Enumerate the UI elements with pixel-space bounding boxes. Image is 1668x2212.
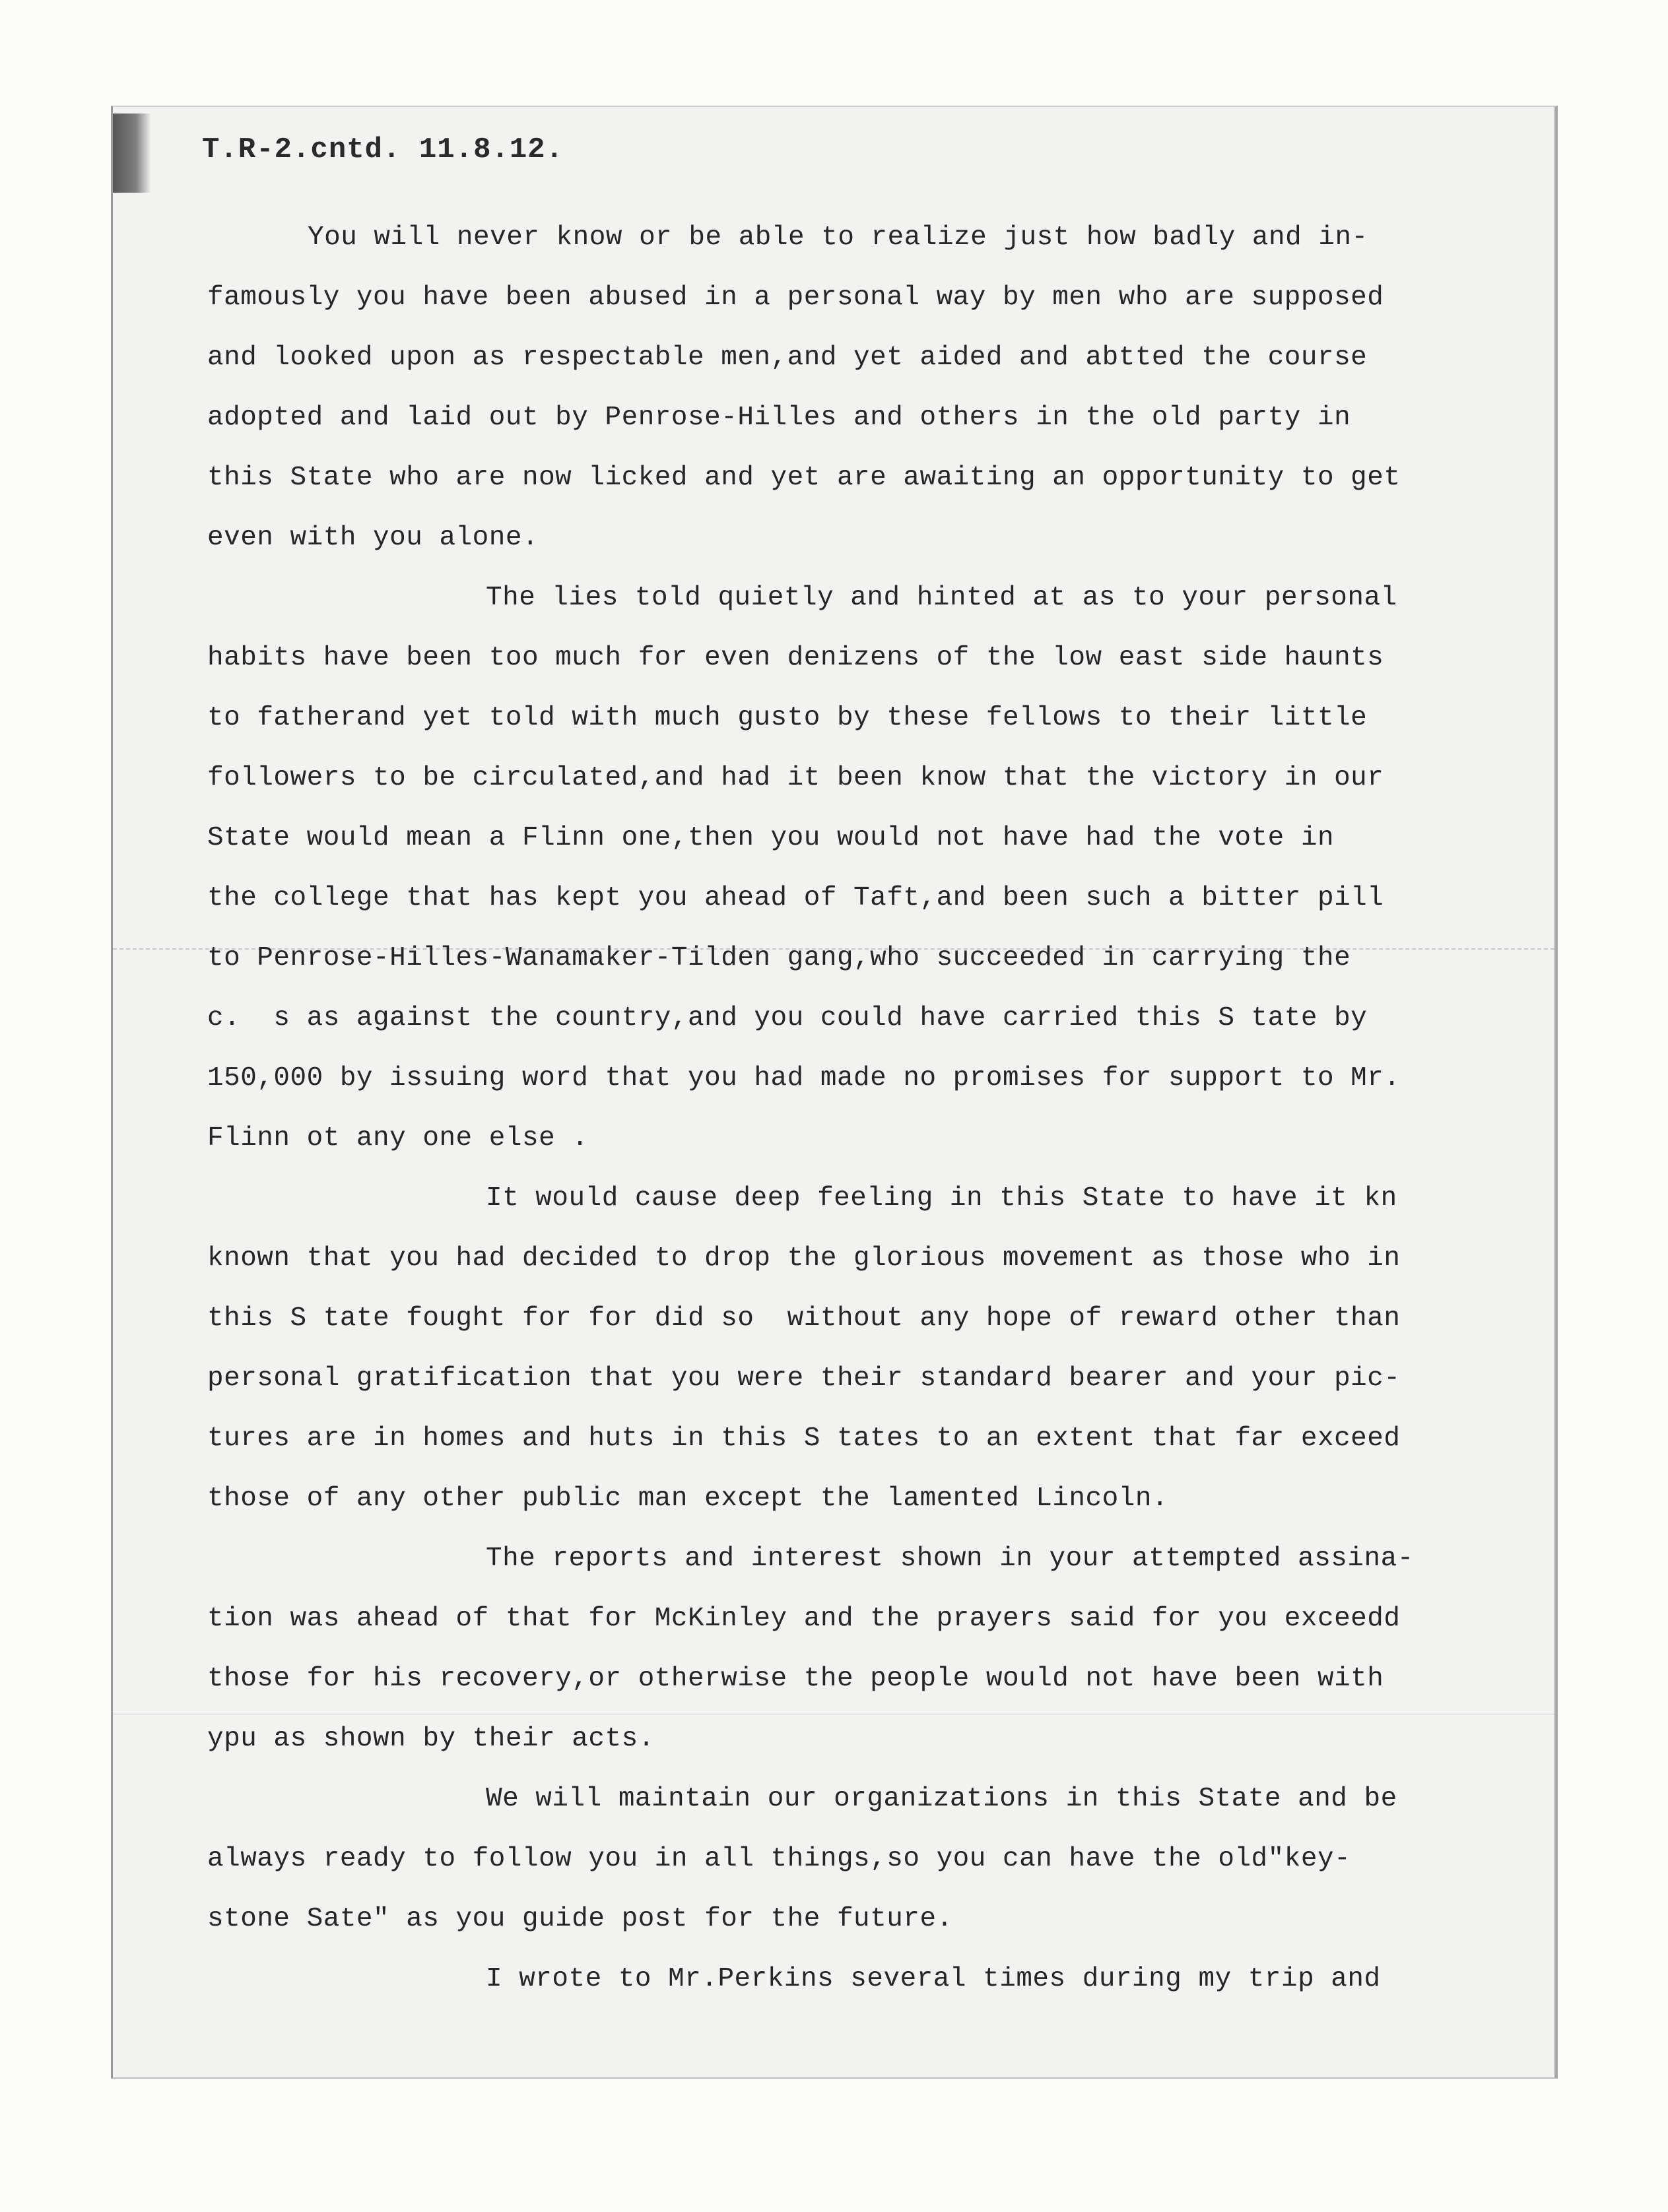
letter-line: those for his recovery,or otherwise the people would not have been with <box>207 1664 1384 1694</box>
letter-line: habits have been too much for even denizens of the low east side haunts <box>207 643 1384 673</box>
letter-line: I wrote to Mr.Perkins several times during my trip and <box>486 1964 1381 1994</box>
letter-line: c. s as against the country,and you could have carried this S tate by <box>207 1003 1368 1033</box>
letter-page <box>111 106 1558 2079</box>
letter-line: this State who are now licked and yet are awaiting an opportunity to get <box>207 463 1401 493</box>
letter-line: this S tate fought for for did so without any hope of reward other than <box>207 1303 1401 1334</box>
letter-line: always ready to follow you in all things,so you can have the old"key- <box>207 1844 1351 1874</box>
letter-line: tion was ahead of that for McKinley and the prayers said for you exceedd <box>207 1604 1401 1634</box>
letter-line: adopted and laid out by Penrose-Hilles and others in the old party in <box>207 403 1351 433</box>
letter-line: The lies told quietly and hinted at as to your personal <box>486 583 1397 613</box>
letter-line: even with you alone. <box>207 523 539 553</box>
letter-line: to Penrose-Hilles-Wanamaker-Tilden gang,who succeeded in carrying the <box>207 943 1351 973</box>
letter-line: personal gratification that you were their standard bearer and your pic- <box>207 1363 1401 1394</box>
letter-line: We will maintain our organizations in this State and be <box>486 1784 1397 1814</box>
letter-line: Flinn ot any one else . <box>207 1123 589 1154</box>
letter-line: You will never know or be able to realize just how badly and in- <box>308 222 1368 253</box>
letter-line: famously you have been abused in a personal way by men who are supposed <box>207 282 1384 313</box>
letter-line: the college that has kept you ahead of Taft,and been such a bitter pill <box>207 883 1384 913</box>
letter-line: State would mean a Flinn one,then you would not have had the vote in <box>207 823 1335 853</box>
letter-line: those of any other public man except the lamented Lincoln. <box>207 1483 1169 1514</box>
letter-line: ypu as shown by their acts. <box>207 1724 655 1754</box>
letter-line: stone Sate" as you guide post for the future. <box>207 1904 953 1934</box>
letter-line: 150,000 by issuing word that you had made no promises for support to Mr. <box>207 1063 1401 1093</box>
letter-line: followers to be circulated,and had it been know that the victory in our <box>207 763 1384 793</box>
letter-line: It would cause deep feeling in this State to have it kn <box>486 1183 1397 1214</box>
letter-line: tures are in homes and huts in this S tates to an extent that far exceed <box>207 1423 1401 1454</box>
letter-line: to fatherand yet told with much gusto by these fellows to their little <box>207 703 1368 733</box>
letter-line: known that you had decided to drop the glorious movement as those who in <box>207 1243 1401 1274</box>
letter-line: and looked upon as respectable men,and yet aided and abtted the course <box>207 342 1368 373</box>
letter-reference-heading: T.R-2.cntd. 11.8.12. <box>202 133 564 166</box>
letter-line: The reports and interest shown in your attempted assina- <box>486 1544 1414 1574</box>
page-corner-shadow <box>113 114 151 193</box>
